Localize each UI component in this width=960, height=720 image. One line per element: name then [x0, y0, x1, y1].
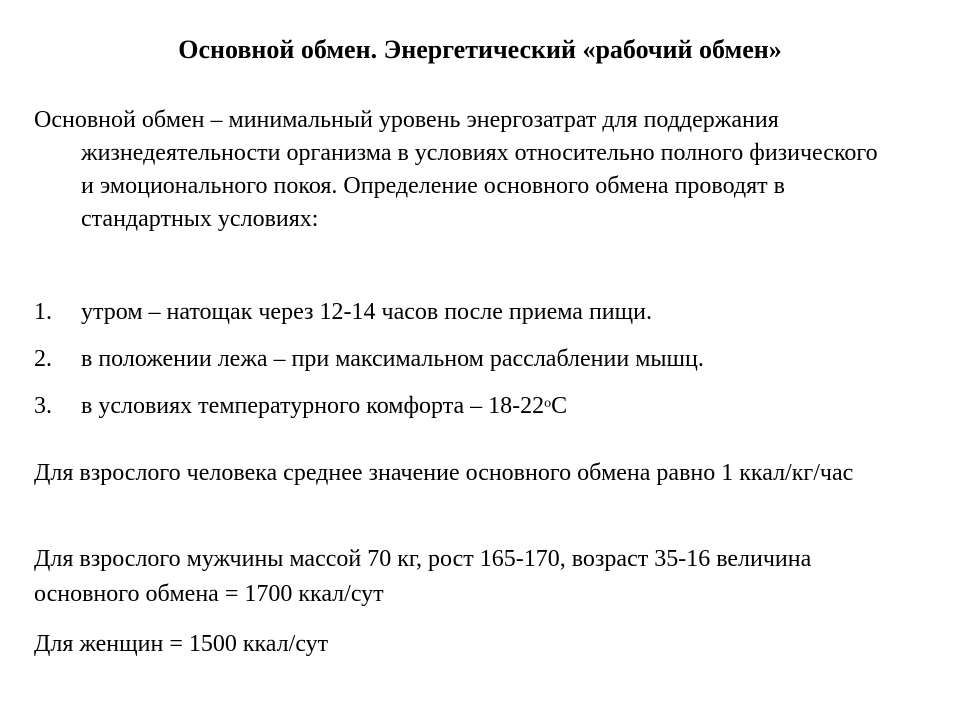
- list-item-number: 1.: [34, 299, 52, 325]
- list-item-text: [81, 390, 567, 423]
- list-item: [34, 296, 704, 329]
- degree-symbol: о: [544, 396, 552, 411]
- list-item-text: утром – натощак через 12-14 часов после приема пищи.: [81, 299, 652, 325]
- female-paragraph: Для женщин = 1500 ккал/сут: [34, 631, 329, 657]
- list-item: [34, 343, 704, 376]
- conditions-list: [34, 296, 704, 437]
- temperature-text: в условиях температурного комфорта – 18-22: [81, 393, 545, 419]
- list-item-number: 2.: [34, 346, 52, 372]
- intro-paragraph: Основной обмен – минимальный уровень энергозатрат для поддержания жизнедеятельности организма в условиях относительно полного физического и эмоционального покоя. Определение основного обмена проводят в стандартных условиях:: [34, 107, 878, 232]
- list-item-number: 3.: [34, 393, 52, 419]
- slide-title: Основной обмен. Энергетический «рабочий обмен»: [178, 35, 782, 64]
- celsius-unit: С: [551, 393, 568, 419]
- list-item-text: в положении лежа – при максимальном расслаблении мышц.: [81, 346, 704, 372]
- adult-average-paragraph: Для взрослого человека среднее значение основного обмена равно 1 ккал/кг/час: [34, 460, 854, 486]
- adult-male-paragraph: Для взрослого мужчины массой 70 кг, рост 165-170, возраст 35-16 величина основного обмена = 1700 ккал/сут: [34, 546, 812, 607]
- list-item: [34, 390, 704, 423]
